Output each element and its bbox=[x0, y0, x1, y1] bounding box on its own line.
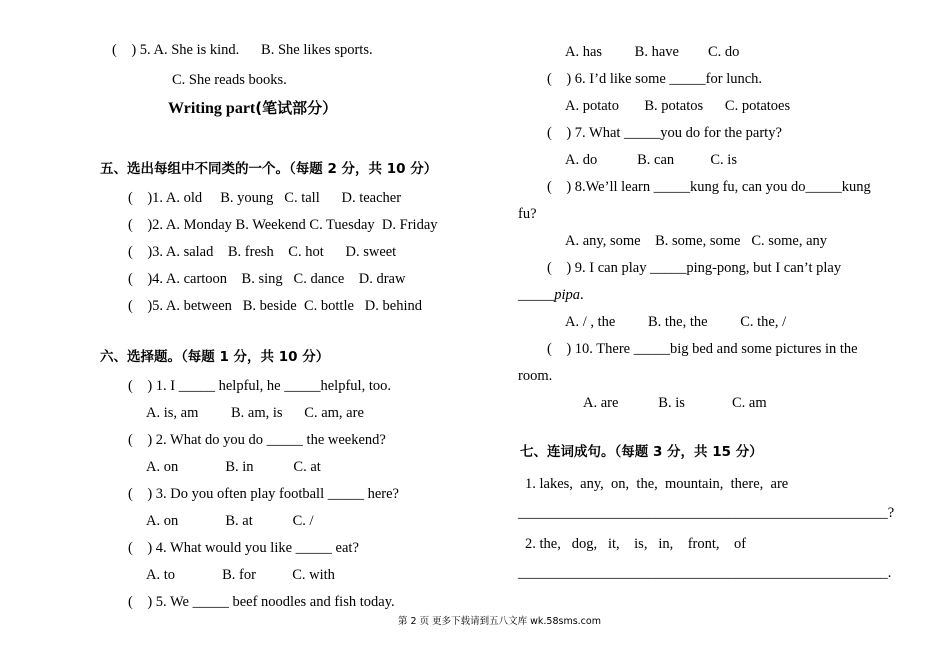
section6-q5-options: A. has B. have C. do bbox=[565, 44, 740, 60]
writing-part-title bbox=[168, 101, 337, 117]
section5-item-1: ( )1. A. old B. young C. tall D. teacher bbox=[128, 190, 402, 206]
section6-q10-line1: ( ) 10. There _____big bed and some pictures in the bbox=[547, 341, 858, 357]
section5-item-5: ( )5. A. between B. beside C. bottle D. behind bbox=[128, 298, 422, 314]
section6-q8-line2: fu? bbox=[518, 206, 537, 222]
section6-q9-period: . bbox=[580, 287, 584, 303]
section6-q3-options: A. on B. at C. / bbox=[146, 513, 314, 529]
section6-q4-options: A. to B. for C. with bbox=[146, 567, 335, 583]
section6-q10-options: A. are B. is C. am bbox=[583, 395, 767, 411]
section6-q1: ( ) 1. I _____ helpful, he _____helpful, too. bbox=[128, 378, 391, 394]
listening-q5-line2: C. She reads books. bbox=[172, 72, 287, 88]
section6-q9-options: A. / , the B. the, the C. the, / bbox=[565, 314, 787, 330]
listening-q5-line1: ( ) 5. A. She is kind. B. She likes sports. bbox=[112, 42, 373, 58]
section6-q8-line1: ( ) 8.We’ll learn _____kung fu, can you do_____kung bbox=[547, 179, 871, 195]
section6-q7: ( ) 7. What _____you do for the party? bbox=[547, 125, 782, 141]
section5-heading: 五、选出每组中不同类的一个。（每题 2 分，共 10 分） bbox=[100, 161, 438, 177]
section7-heading: 七、连词成句。（每题 3 分，共 15 分） bbox=[520, 444, 763, 460]
section6-q10-line2: room. bbox=[518, 368, 553, 384]
section6-q3: ( ) 3. Do you often play football _____ here? bbox=[128, 486, 399, 502]
section6-heading: 六、选择题。（每题 1 分，共 10 分） bbox=[100, 349, 330, 365]
writing-part-title-en: Writing part bbox=[168, 100, 256, 117]
section7-q2: 2. the, dog, it, is, in, front, of bbox=[525, 536, 747, 552]
section6-q4: ( ) 4. What would you like _____ eat? bbox=[128, 540, 359, 556]
section7-q1: 1. lakes, any, on, the, mountain, there, are bbox=[525, 476, 789, 492]
page-footer: 第 2 页 更多下载请到五八文库 wk.58sms.com bbox=[398, 616, 601, 627]
section6-q6-options: A. potato B. potatos C. potatoes bbox=[565, 98, 791, 114]
writing-part-title-cn: (笔试部分） bbox=[255, 99, 338, 117]
section5-item-2: ( )2. A. Monday B. Weekend C. Tuesday D. Friday bbox=[128, 217, 438, 233]
section6-q2-options: A. on B. in C. at bbox=[146, 459, 321, 475]
section6-q6: ( ) 6. I’d like some _____for lunch. bbox=[547, 71, 763, 87]
section6-q8-options: A. any, some B. some, some C. some, any bbox=[565, 233, 828, 249]
section6-q9-line2 bbox=[518, 288, 584, 303]
section7-q1-answer-line: ___________________________________________________? bbox=[518, 505, 895, 521]
section6-q9-blank: _____ bbox=[518, 287, 555, 303]
section6-q5: ( ) 5. We _____ beef noodles and fish today. bbox=[128, 594, 395, 610]
section6-q9-line1: ( ) 9. I can play _____ping-pong, but I can’t play bbox=[547, 260, 842, 276]
section6-q2: ( ) 2. What do you do _____ the weekend? bbox=[128, 432, 386, 448]
section6-q7-options: A. do B. can C. is bbox=[565, 152, 737, 168]
section6-q1-options: A. is, am B. am, is C. am, are bbox=[146, 405, 364, 421]
section6-q9-word: pipa bbox=[554, 287, 581, 303]
section5-item-4: ( )4. A. cartoon B. sing C. dance D. draw bbox=[128, 271, 406, 287]
section7-q2-answer-line: ___________________________________________________. bbox=[518, 565, 892, 581]
section5-item-3: ( )3. A. salad B. fresh C. hot D. sweet bbox=[128, 244, 397, 260]
